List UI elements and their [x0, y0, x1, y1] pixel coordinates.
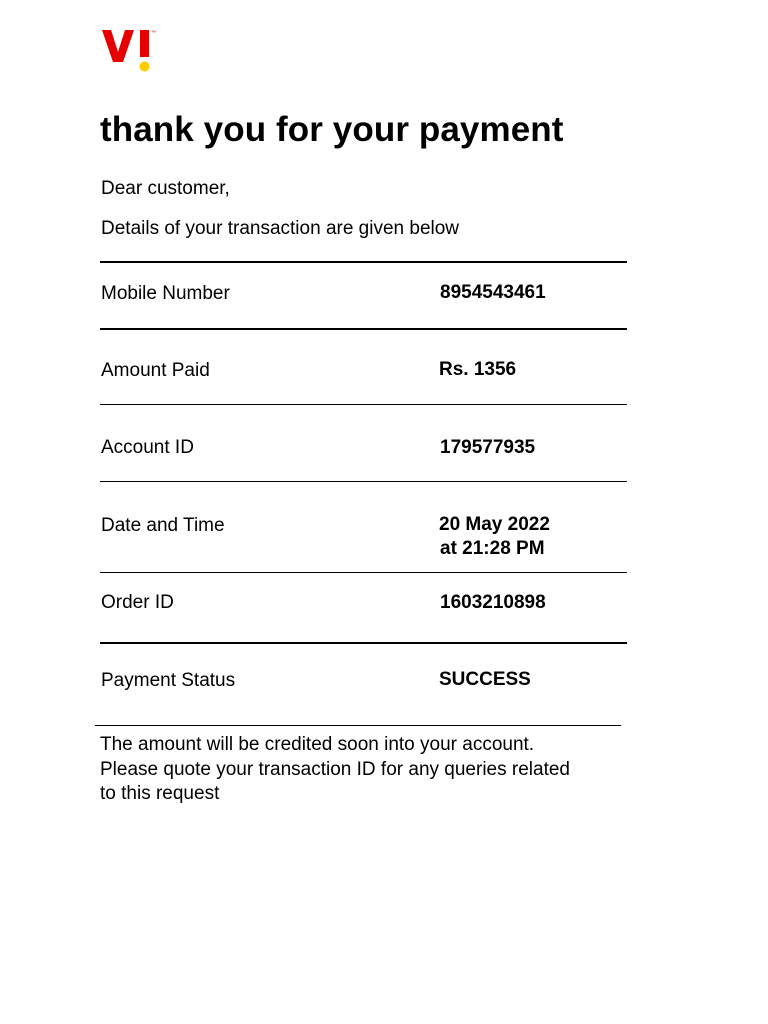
divider-5: [100, 642, 627, 644]
time-value: at 21:28 PM: [440, 538, 545, 559]
logo-i-stem: [140, 30, 149, 57]
footer-note: [100, 733, 620, 807]
date-time-label: Date and Time: [101, 515, 225, 536]
divider-bottom: [95, 725, 621, 726]
logo-v-mark: [102, 30, 134, 62]
divider-top: [100, 261, 627, 263]
payment-status-label: Payment Status: [101, 670, 236, 691]
page-title: thank you for your payment: [100, 110, 564, 149]
order-id-label: Order ID: [101, 592, 174, 613]
divider-2: [100, 404, 627, 405]
footer-line-1: The amount will be credited soon into your account.: [100, 734, 535, 755]
footer-line-3: to this request: [100, 783, 220, 804]
vi-logo: [100, 28, 160, 74]
intro-text: Details of your transaction are given below: [101, 218, 460, 239]
logo-tm: ™: [151, 30, 156, 36]
account-id-label: Account ID: [101, 437, 194, 458]
divider-3: [100, 481, 627, 482]
order-id-value: 1603210898: [440, 592, 546, 613]
account-id-value: 179577935: [440, 437, 536, 458]
mobile-number-value: 8954543461: [440, 282, 546, 303]
divider-4: [100, 572, 627, 573]
date-time-value: [439, 513, 550, 561]
date-value: 20 May 2022: [439, 514, 550, 535]
payment-status-value: SUCCESS: [439, 669, 531, 690]
greeting-text: Dear customer,: [101, 178, 230, 199]
logo-dot: [140, 62, 150, 72]
footer-line-2: Please quote your transaction ID for any queries related: [100, 758, 570, 780]
amount-paid-label: Amount Paid: [101, 360, 210, 381]
amount-paid-value: Rs. 1356: [439, 359, 517, 380]
divider-1: [100, 328, 627, 330]
mobile-number-label: Mobile Number: [101, 283, 230, 304]
